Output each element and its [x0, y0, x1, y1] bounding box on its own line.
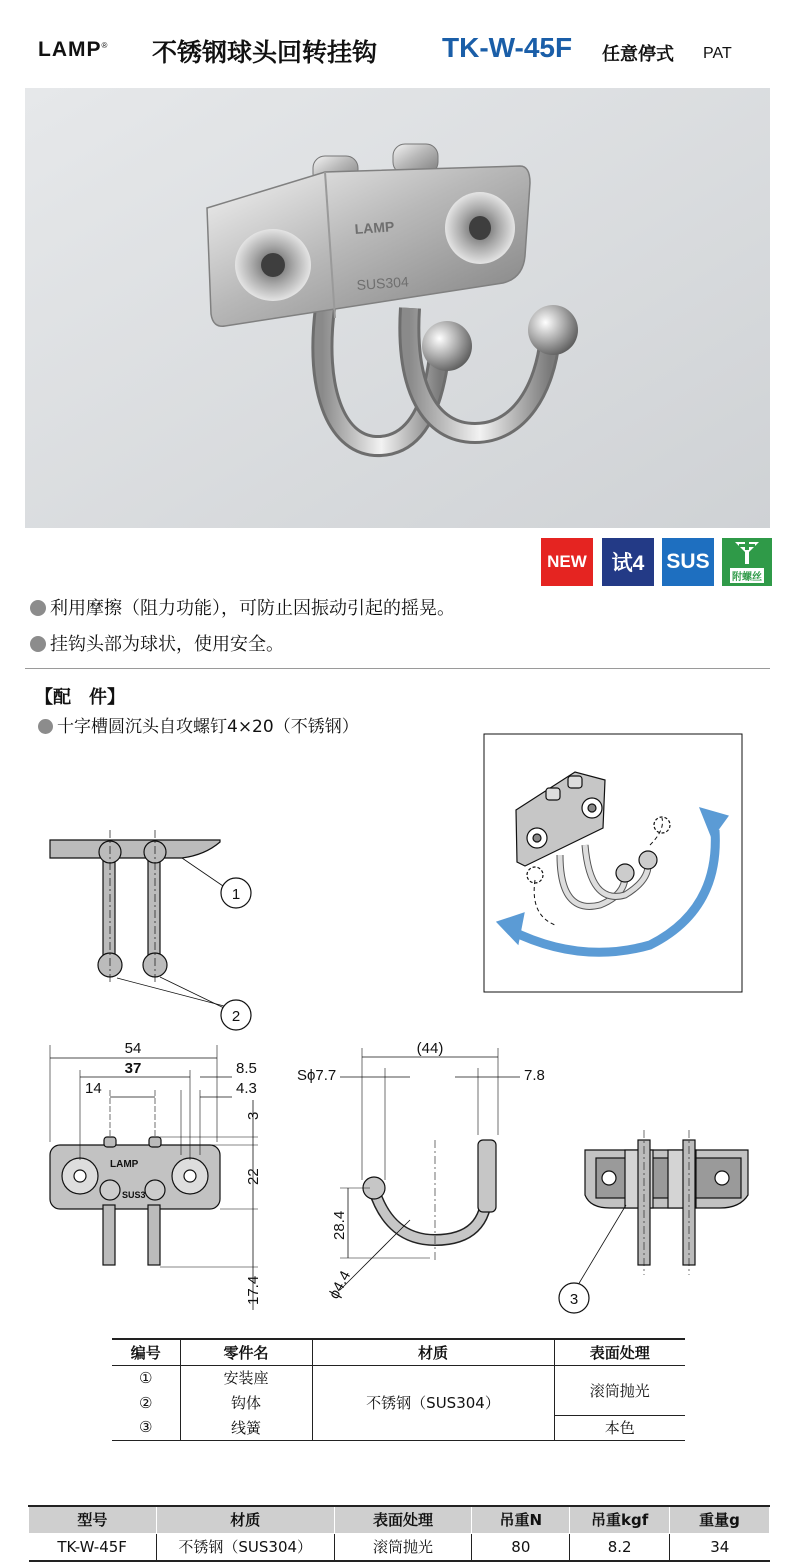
dim-44: (44) — [416, 1040, 444, 1057]
part-no: ① — [139, 1368, 153, 1387]
callout-3: 3 — [569, 1291, 579, 1308]
dim-8-5: 8.5 — [236, 1060, 257, 1077]
callout-1: 1 — [231, 886, 241, 903]
dim-ball-dia: Sϕ7.7 — [297, 1067, 337, 1084]
parts-header-name: 零件名 — [180, 1339, 312, 1365]
accessories-title: 【配 件】 — [35, 687, 125, 708]
accessory-item: 十字槽圆沉头自攻螺钉4×20（不锈钢） — [38, 712, 359, 737]
model-number: TK-W-45F — [442, 32, 573, 63]
dim-54: 54 — [124, 1040, 142, 1057]
front-plate-brand: LAMP — [110, 1159, 139, 1170]
patent-mark: PAT — [703, 45, 732, 62]
callout-2: 2 — [231, 1008, 241, 1025]
dim-22: 22 — [245, 1168, 262, 1185]
part-name: 钩体 — [180, 1390, 312, 1415]
dim-17-4: 17.4 — [245, 1275, 262, 1305]
spec-header-load-n: 吊重N — [472, 1506, 570, 1533]
part-no: ② — [139, 1393, 153, 1412]
dim-4-3: 4.3 — [236, 1080, 257, 1097]
sus-badge: SUS — [662, 538, 714, 586]
feature-item: 利用摩擦（阻力功能），可防止因振动引起的摇晃。 — [30, 594, 455, 620]
rotation-diagram — [484, 734, 742, 992]
front-plate-material: SUS3 — [122, 1190, 146, 1200]
table-row — [29, 1533, 770, 1561]
spec-weight: 34 — [670, 1533, 770, 1561]
spec-finish: 滚筒抛光 — [334, 1533, 472, 1561]
parts-header-no: 编号 — [112, 1339, 180, 1365]
top-view-drawing — [50, 830, 251, 1030]
front-view-drawing — [50, 1045, 258, 1310]
spec-header-material: 材质 — [156, 1506, 334, 1533]
dim-28-4: 28.4 — [331, 1210, 348, 1240]
trial-badge: 试4 — [602, 538, 654, 586]
spec-table — [28, 1505, 770, 1562]
spec-model: TK-W-45F — [29, 1533, 157, 1561]
dim-14: 14 — [85, 1080, 102, 1097]
dim-wire-dia: ϕ4.4 — [325, 1268, 355, 1302]
spec-load-kgf: 8.2 — [570, 1533, 670, 1561]
back-view-drawing — [559, 1130, 748, 1313]
part-name: 安装座 — [180, 1365, 312, 1390]
spec-header-load-kgf: 吊重kgf — [570, 1506, 670, 1533]
spec-material: 不锈钢（SUS304） — [156, 1533, 334, 1561]
screw-included-badge: 附螺丝 — [722, 538, 772, 586]
table-row — [112, 1365, 685, 1390]
parts-header-finish: 表面处理 — [554, 1339, 685, 1365]
parts-table — [112, 1338, 685, 1441]
product-title: 不锈钢球头回转挂钩 — [152, 38, 378, 67]
part-name: 线簧 — [180, 1415, 312, 1440]
spec-load-n: 80 — [472, 1533, 570, 1561]
spec-header-model: 型号 — [29, 1506, 157, 1533]
brand-logo: LAMP® — [38, 38, 109, 61]
part-finish: 滚筒抛光 — [554, 1365, 685, 1415]
product-subtitle: 任意停式 — [602, 44, 674, 65]
dim-3: 3 — [245, 1111, 262, 1120]
photo-material-text: SUS304 — [356, 273, 410, 293]
parts-header-material: 材质 — [312, 1339, 554, 1365]
spec-header-finish: 表面处理 — [334, 1506, 472, 1533]
part-no: ③ — [139, 1418, 153, 1437]
dim-7-8: 7.8 — [524, 1067, 545, 1084]
part-material: 不锈钢（SUS304） — [312, 1365, 554, 1440]
spec-header-weight: 重量g — [670, 1506, 770, 1533]
side-view-drawing — [340, 1048, 520, 1290]
new-badge: NEW — [541, 538, 593, 586]
photo-brand-text: LAMP — [354, 218, 395, 237]
dim-37: 37 — [124, 1060, 142, 1077]
feature-item: 挂钩头部为球状，使用安全。 — [30, 630, 284, 656]
part-finish: 本色 — [554, 1415, 685, 1440]
